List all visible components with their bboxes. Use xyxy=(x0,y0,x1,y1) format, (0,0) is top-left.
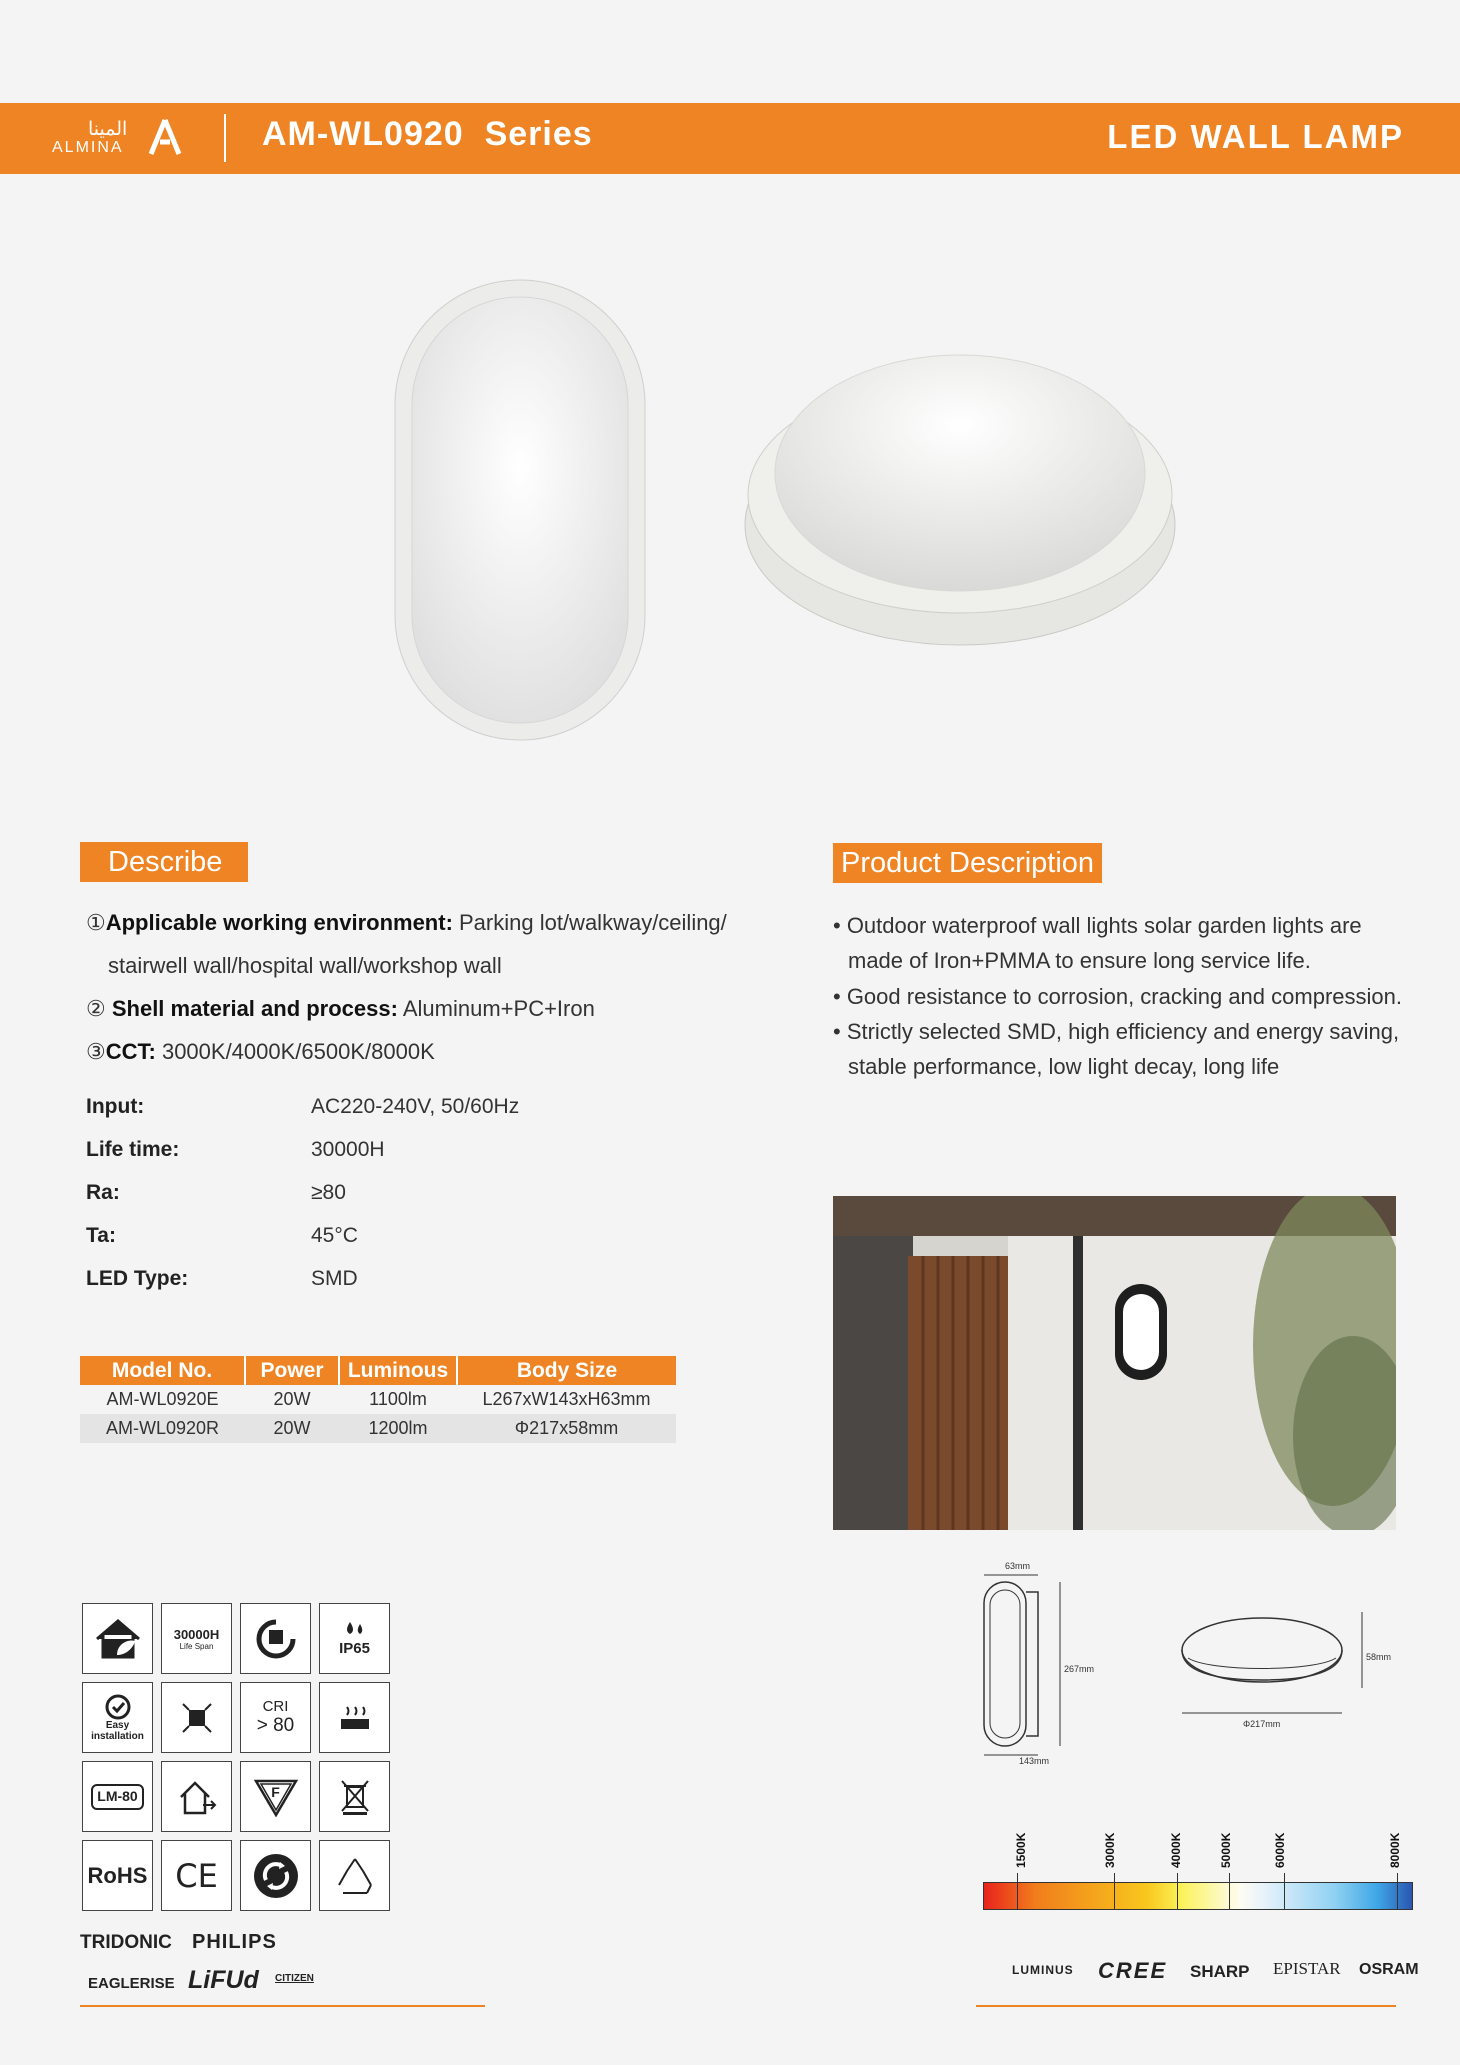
table-cell: 1200lm xyxy=(339,1414,457,1443)
cct-label: 5000K xyxy=(1219,1832,1233,1868)
waterproof-icon xyxy=(319,1603,390,1674)
table-row xyxy=(80,1385,676,1414)
table-header: Body Size xyxy=(457,1356,676,1385)
recycle-icon xyxy=(319,1840,390,1911)
footer-line-left xyxy=(80,2005,485,2007)
weee-icon xyxy=(319,1761,390,1832)
table-cell: 20W xyxy=(273,1389,311,1409)
table-header: Luminous xyxy=(339,1356,457,1385)
spec-label: Life time: xyxy=(86,1138,180,1161)
cri-value: > 80 xyxy=(256,1715,295,1736)
cri-icon xyxy=(240,1682,311,1753)
dimension-oval-width: 143mm xyxy=(1019,1756,1050,1766)
logo-arabic: المينا xyxy=(88,118,128,140)
cct-label: 3000K xyxy=(1103,1832,1117,1868)
table-cell: L267xW143xH63mm xyxy=(482,1389,651,1409)
spec-value: 30000H xyxy=(311,1138,385,1161)
product-type: LED WALL LAMP xyxy=(1107,118,1404,155)
brand-philips: PHILIPS xyxy=(192,1931,277,1953)
spec-label: Input: xyxy=(86,1095,145,1118)
describe-tag: Describe xyxy=(80,842,248,882)
series-title: AM-WL0920 Series xyxy=(262,115,593,153)
round-lamp-image xyxy=(740,345,1180,650)
dimension-oval-length: 267mm xyxy=(1064,1664,1095,1674)
describe-item-cct: ③CCT: 3000K/4000K/6500K/8000K xyxy=(86,1039,435,1064)
oval-lamp-image xyxy=(390,275,650,745)
brand-luminus: LUMINUS xyxy=(1012,1963,1074,1977)
lm80-label: LM-80 xyxy=(97,1787,138,1804)
spec-label: Ra: xyxy=(86,1181,120,1204)
product-description-line: made of Iron+PMMA to ensure long service life. xyxy=(848,948,1311,973)
brand-citizen: CITIZEN xyxy=(275,1973,314,1984)
outdoor-use-icon xyxy=(82,1603,153,1674)
ce-icon xyxy=(161,1840,232,1911)
spec-value: SMD xyxy=(311,1267,358,1290)
product-description-tag: Product Description xyxy=(833,843,1102,883)
table-header: Model No. xyxy=(80,1356,245,1385)
feature-icons-grid xyxy=(82,1603,398,1913)
table-row xyxy=(80,1414,676,1443)
describe-item-environment-cont: stairwell wall/hospital wall/workshop wall xyxy=(108,953,502,978)
life-span-icon xyxy=(161,1603,232,1674)
application-scene-image xyxy=(833,1196,1396,1530)
dimension-oval-depth: 63mm xyxy=(1005,1561,1031,1571)
product-description-line: • Outdoor waterproof wall lights solar garden lights are xyxy=(833,913,1362,938)
table-cell: Φ217x58mm xyxy=(457,1414,676,1443)
rohs-icon xyxy=(82,1840,153,1911)
brand-tridonic: TRIDONIC xyxy=(80,1932,172,1953)
indoor-use-icon xyxy=(161,1761,232,1832)
product-description-line: • Good resistance to corrosion, cracking and compression. xyxy=(833,984,1402,1009)
cct-label: 1500K xyxy=(1014,1832,1028,1868)
beam-angle-icon xyxy=(161,1682,232,1753)
heat-dissipation-icon xyxy=(319,1682,390,1753)
describe-item-environment: ①Applicable working environment: Parking lot/walkway/ceiling/ xyxy=(86,910,727,935)
describe-item-shell: ② Shell material and process: Aluminum+PC+Iron xyxy=(86,996,595,1021)
ce-label: CE xyxy=(175,1856,218,1895)
cri-label: CRI xyxy=(262,1698,289,1715)
header-divider xyxy=(224,114,226,162)
cct-label: 4000K xyxy=(1169,1832,1183,1868)
brand-epistar: EPISTAR xyxy=(1273,1959,1341,1978)
brand-sharp: SHARP xyxy=(1190,1962,1250,1981)
model-table xyxy=(80,1356,676,1443)
footer-line-right xyxy=(976,2005,1396,2007)
product-description-line: • Strictly selected SMD, high efficiency and energy saving, xyxy=(833,1019,1400,1044)
brand-lifud: LiFUd xyxy=(188,1966,259,1994)
spec-value: ≥80 xyxy=(311,1181,346,1204)
life-span-number: 30000H xyxy=(173,1626,220,1642)
spec-label: LED Type: xyxy=(86,1267,189,1290)
brand-eaglerise: EAGLERISE xyxy=(88,1975,175,1992)
cct-scale xyxy=(983,1832,1413,1912)
cct-gradient-bar xyxy=(983,1882,1413,1910)
table-cell: AM-WL0920R xyxy=(80,1414,245,1443)
energy-saving-icon xyxy=(240,1603,311,1674)
spec-label: Ta: xyxy=(86,1224,116,1247)
spec-value: 45°C xyxy=(311,1224,358,1247)
brand-logo-icon xyxy=(148,118,182,156)
table-cell: 1100lm xyxy=(369,1389,427,1409)
brand-cree: CREE xyxy=(1098,1958,1168,1983)
easy-installation-icon xyxy=(82,1682,153,1753)
ip-rating-label: IP65 xyxy=(339,1640,370,1657)
cct-label: 6000K xyxy=(1273,1832,1287,1868)
dimension-round-height: 58mm xyxy=(1366,1652,1392,1662)
product-description-line: stable performance, low light decay, long life xyxy=(848,1054,1280,1079)
lm80-icon xyxy=(82,1761,153,1832)
dimension-round-diameter: Φ217mm xyxy=(1243,1719,1281,1729)
f-mark-label: F xyxy=(271,1784,280,1800)
cct-label: 8000K xyxy=(1388,1832,1402,1868)
f-mark-icon xyxy=(240,1761,311,1832)
logo-text: ALMINA xyxy=(52,139,124,156)
table-cell: AM-WL0920E xyxy=(106,1389,219,1409)
rohs-label: RoHS xyxy=(87,1862,148,1888)
brand-osram: OSRAM xyxy=(1359,1961,1419,1978)
table-cell: 20W xyxy=(245,1414,339,1443)
spec-value: AC220-240V, 50/60Hz xyxy=(311,1095,520,1118)
recycle-circle-icon xyxy=(240,1840,311,1911)
table-header: Power xyxy=(245,1356,339,1385)
easy-installation-label: Easy installation xyxy=(91,1719,144,1742)
round-dimension-drawing xyxy=(1170,1598,1370,1718)
life-span-label: Life Span xyxy=(179,1641,214,1651)
